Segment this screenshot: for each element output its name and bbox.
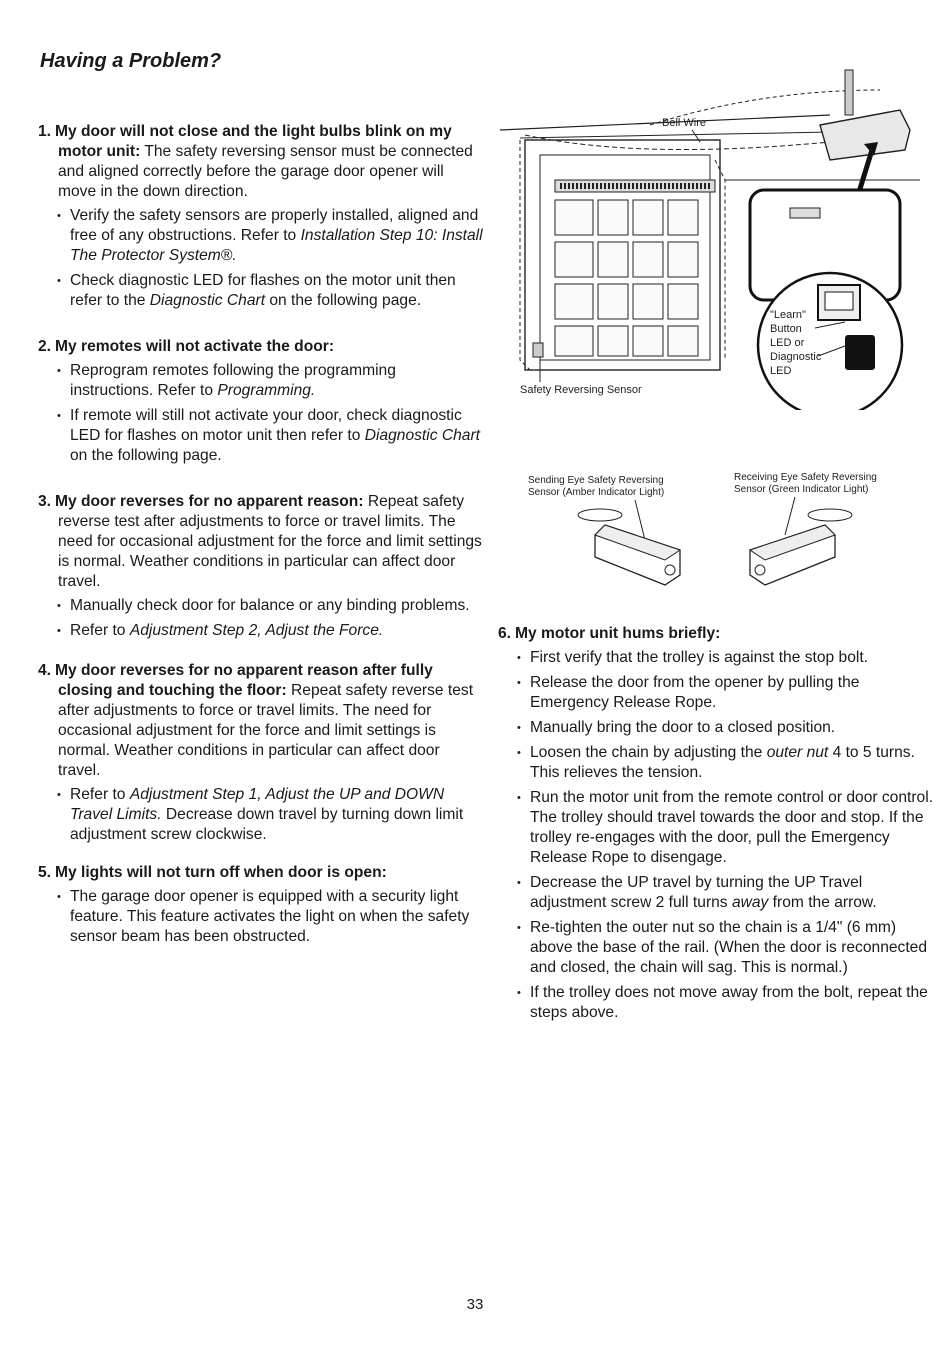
bell-wire-label: Bell Wire [662,117,707,129]
section-heading: 3. My door reverses for no apparent reason: Repeat safety reverse test after adjustments to force or travel limits. The need for occasional adjustment for the force and limit settings is normal. Weather conditions in particular can affect door travel. [38,493,482,590]
bullet-list [38,596,483,641]
list-item: • Decrease the UP travel by turning the UP Travel adjustment screw 2 full turns away from the arrow. [530,873,938,913]
list-item: • Check diagnostic LED for flashes on the motor unit then refer to the Diagnostic Chart on the following page. [70,271,483,311]
problem-section [38,337,483,466]
garage-door-illustration [500,60,920,410]
problem-section [38,122,483,311]
list-item: • Refer to Adjustment Step 1, Adjust the UP and DOWN Travel Limits. Decrease down travel by turning down limit adjustment screw clockwise. [70,785,483,845]
section-heading: 2. My remotes will not activate the door: [38,338,335,355]
page-number: 33 [466,1296,484,1313]
sending-sensor-label: Sensor (Amber Indicator Light) [528,487,665,498]
section-body: Repeat safety reverse test after adjustments to force or travel limits. The need for occasional adjustment for the force and limit settings is normal. Weather conditions in particular can affect door travel. [58,682,474,779]
problem-section [38,492,483,641]
sensor-illustrations [520,465,890,590]
left-column [38,122,483,961]
sending-sensor-icon [578,509,680,585]
bullet-list [38,887,483,947]
bullet-list [498,648,938,1023]
learn-label-line: "Learn" [770,309,806,321]
learn-label-line: Button [770,323,802,335]
list-item: • Loosen the chain by adjusting the outer nut 4 to 5 turns. This relieves the tension. [530,743,938,783]
section-heading: 4. My door reverses for no apparent reason after fully closing and touching the floor: Repeat safety reverse test after adjustments to force or travel limits. The need for occasional adjustment for the force and limit settings is normal. Weather conditions in particular can affect door travel. [38,662,474,779]
section-heading: 5. My lights will not turn off when door is open: [38,864,387,881]
learn-label-line: LED or [770,337,805,349]
heading-text: My door reverses for no apparent reason after fully closing and touching the floor: [55,662,433,699]
problem-section [38,661,483,845]
heading-text: My remotes will not activate the door: [55,338,335,355]
list-item: • First verify that the trolley is against the stop bolt. [530,648,938,668]
list-item: • The garage door opener is equipped with a security light feature. This feature activates the light on when the safety sensor beam has been obstructed. [70,887,483,947]
list-item: • If remote will still not activate your door, check diagnostic LED for flashes on motor unit then refer to Diagnostic Chart on the following page. [70,406,483,466]
heading-text: My door reverses for no apparent reason: [55,493,364,510]
sending-sensor-label: Sending Eye Safety Reversing [528,475,664,486]
receiving-sensor-label: Receiving Eye Safety Reversing [734,472,877,483]
heading-text: My door will not close and the light bulbs blink on my motor unit: [55,123,452,160]
list-item: • Release the door from the opener by pulling the Emergency Release Rope. [530,673,938,713]
right-column [498,624,938,1037]
section-body: The safety reversing sensor must be connected and aligned correctly before the garage door opener will move in the down direction. [58,143,473,200]
list-item: • Re-tighten the outer nut so the chain is a 1/4" (6 mm) above the base of the rail. (When the door is reconnected and closed, the chain will sag. This is normal.) [530,918,938,978]
problem-section [498,624,938,1023]
heading-text: My motor unit hums briefly: [515,625,721,642]
list-item: • Run the motor unit from the remote control or door control. The trolley should travel towards the door and stop. If the trolley re-engages with the door, pull the Emergency Release Rope to disengage. [530,788,938,868]
bullet-list [38,206,483,311]
list-item: • Reprogram remotes following the programming instructions. Refer to Programming. [70,361,483,401]
list-item: • Manually bring the door to a closed position. [530,718,938,738]
list-item: • Refer to Adjustment Step 2, Adjust the Force. [70,621,483,641]
receiving-sensor-icon [750,509,852,585]
section-body: Repeat safety reverse test after adjustments to force or travel limits. The need for occasional adjustment for the force and limit settings is normal. Weather conditions in particular can affect door travel. [58,493,482,590]
list-item: • Manually check door for balance or any binding problems. [70,596,483,616]
bullet-list [38,785,483,845]
list-item: • If the trolley does not move away from the bolt, repeat the steps above. [530,983,938,1023]
problem-section [38,863,483,947]
bullet-list [38,361,483,466]
section-heading: 6. My motor unit hums briefly: [498,625,721,642]
page-title: Having a Problem? [40,50,222,72]
list-item: • Verify the safety sensors are properly installed, aligned and free of any obstructions. Refer to Installation Step 10: Install The Protector System®. [70,206,483,266]
learn-label-line: LED [770,365,792,377]
heading-text: My lights will not turn off when door is open: [55,864,387,881]
learn-label-line: Diagnostic [770,351,822,363]
receiving-sensor-label: Sensor (Green Indicator Light) [734,484,869,495]
section-heading: 1. My door will not close and the light bulbs blink on my motor unit: The safety reversing sensor must be connected and aligned correctly before the garage door opener will move in the down direction. [38,123,473,200]
safety-sensor-label: Safety Reversing Sensor [520,384,642,396]
